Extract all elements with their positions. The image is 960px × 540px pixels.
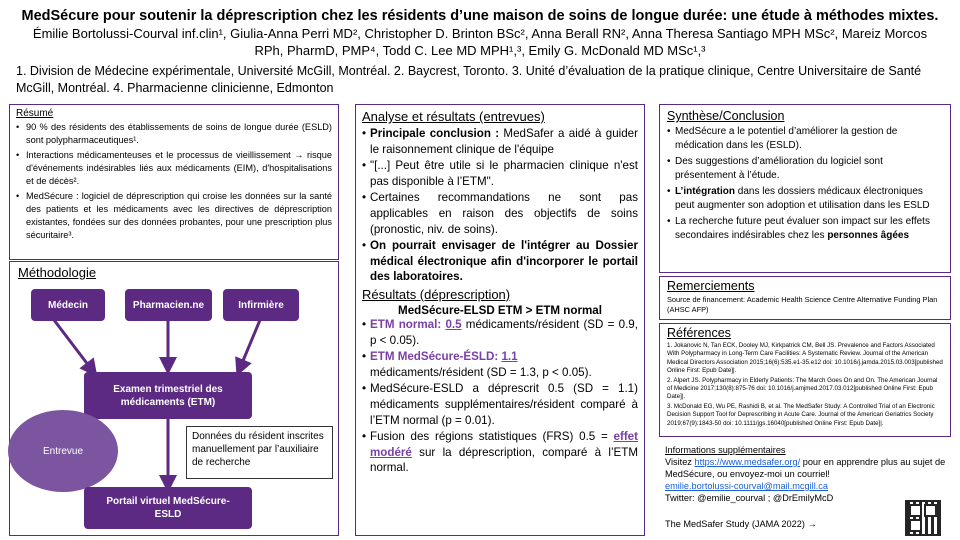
etm-label: ETM normal: — [370, 317, 442, 331]
analyse-panel — [355, 104, 645, 536]
synthese-heading: Synthèse/Conclusion — [667, 109, 785, 123]
synthese-list — [667, 125, 943, 242]
effet-modere: effet modéré — [370, 430, 638, 459]
frs-text-end: sur la déprescription, comparé à l’ETM normal. — [370, 445, 638, 475]
reference-item: 2. Alpert JS. Polypharmacy in Elderly Patients: The March Goes On and On. The American Journal of Medicine 2017;130(8):875-76 doi: 10.1016/j.amjmed.2017.03.012[published Online First: Epub Date]|. — [667, 376, 938, 401]
resultat-item — [362, 429, 638, 476]
medsafer-link[interactable]: https://www.medsafer.org/ — [694, 457, 801, 467]
remerciements-text: Source de financement: Academic Health Science Centre Alternative Funding Plan (AHSC AFP) — [667, 295, 938, 314]
email-link[interactable]: emilie.bortolussi-courval@mail.mcgill.ca — [665, 481, 829, 491]
frs-text: Fusion des régions statistiques (FRS) 0.5 = — [370, 430, 614, 444]
etm2-value: 1.1 — [501, 350, 518, 364]
synthese-panel — [659, 104, 951, 273]
analyse-item — [362, 126, 638, 157]
info-text: Visitez — [665, 457, 695, 467]
analyse-item — [362, 238, 638, 285]
pharmacien-box: Pharmacien.ne — [125, 289, 212, 321]
info-text: pour en apprendre plus au sujet de MedSécure, ou envoyez-moi un courriel! — [665, 457, 946, 479]
references-heading: Références — [667, 326, 731, 340]
info-visit — [665, 456, 950, 480]
remerciements-panel — [659, 276, 951, 320]
synthese-item — [667, 215, 943, 242]
resume-panel — [9, 104, 339, 260]
info-heading: Informations supplémentaires — [665, 445, 786, 455]
poster-title: MedSécure pour soutenir la déprescription chez les résidents d’une maison de soins de longue durée: une étude à méthodes mixtes. — [21, 8, 939, 24]
medecin-box: Médecin — [31, 289, 105, 321]
resultats-list — [362, 317, 638, 476]
resume-item: • Interactions médicamenteuses et le processus de vieillissement → risque d'événements indésirables liés aux médicaments (EIM), d'hospitalisations et de décès². — [16, 149, 332, 188]
etm-value: 0.5 — [445, 317, 462, 331]
analyse-list — [362, 126, 638, 285]
etm-rest: médicaments/résident (SD = 0.9, p < 0.05). — [370, 317, 638, 347]
infirmiere-box: Infirmière — [223, 289, 299, 321]
synthese-bold: L’intégration — [675, 186, 735, 197]
poster-header — [10, 8, 950, 59]
resultats-subheading: MedSécure-ELSD ETM > ETM normal — [398, 303, 602, 317]
synthese-item: • Des suggestions d’amélioration du logiciel sont présentement à l’étude. — [667, 155, 943, 182]
methodologie-panel — [9, 261, 339, 536]
resultat-item: • MedSécure-ESLD a déprescrit 0.5 (SD = 1.1) médicaments supplémentaires/résident comparé à l’ETM normal (p = 0.01). — [362, 381, 638, 428]
methodologie-heading: Méthodologie — [18, 265, 97, 280]
study-link[interactable]: The MedSafer Study (JAMA 2022) → — [665, 519, 817, 529]
reference-item: 1. Jokanovic N, Tan ECK, Dooley MJ, Kirkpatrick CM, Bell JS. Prevalence and Factors Associated With Polypharmacy in Long-Term Care Facilities: A Systematic Review. Journal of the American Medical Directors Association 2015;16(6):535.e1-35.e12 doi: 10.1016/j.jamda.2015.03.003[published Online First: Epub Date]|. — [667, 342, 943, 375]
synthese-text: La recherche future peut évaluer son impact sur les effets secondaires indésirables chez les — [675, 216, 930, 241]
analyse-item: • "[...] Peut être utile si le pharmacien clinique n'est pas disponible à l’ETM". — [362, 158, 638, 189]
references-panel — [659, 323, 951, 437]
resultat-item — [362, 349, 638, 380]
qr-code[interactable] — [905, 500, 941, 536]
etm2-rest: médicaments/résident (SD = 1.3, p < 0.05). — [370, 365, 592, 379]
resultats-heading: Résultats (déprescription) — [362, 286, 511, 302]
synthese-bold: personnes âgées — [827, 229, 910, 241]
entrevue-ellipse: Entrevue — [8, 410, 118, 492]
synthese-item: • MedSécure a le potentiel d’améliorer la gestion de médication dans les (ESLD). — [667, 125, 943, 152]
examen-box: Examen trimestriel des médicaments (ETM) — [84, 372, 252, 419]
resultat-item — [362, 317, 638, 348]
authors-line-2: RPh, PharmD, PMP⁴, Todd C. Lee MD MPH¹,³, Emily G. McDonald MD MSc¹,³ — [254, 43, 706, 58]
analyse-item-bold: On pourrait envisager de l'intégrer au Dossier médical électronique afin d'incorporer le portail des laboratoires. — [370, 239, 638, 284]
analyse-heading: Analyse et résultats (entrevues) — [362, 109, 545, 124]
portail-box: Portail virtuel MedSécure-ESLD — [84, 487, 252, 529]
resume-item: • MedSécure : logiciel de déprescription qui croise les données sur la santé des patients et les médicaments avec les directives de déprescription existantes, fondées sur des données probantes, pour une prescription plus sécuritaire³. — [16, 190, 332, 242]
resume-list — [16, 121, 332, 242]
resume-item: • 90 % des résidents des établissements de soins de longue durée (ESLD) sont polypharmaceutiques¹. — [16, 121, 332, 147]
donnees-note: Données du résident inscrites manuellement par l’auxiliaire de recherche — [186, 426, 333, 479]
authors-line-1: Émilie Bortolussi-Courval inf.clin¹, Giulia-Anna Perri MD², Christopher D. Brinton BSc², Anna Berall RN², Anna Theresa Santiago MPH MSc², Mareiz Morcos — [32, 26, 928, 41]
twitter-handles: Twitter: @emilie_courval ; @DrEmilyMcD — [665, 493, 834, 503]
synthese-item — [667, 185, 943, 212]
resume-heading: Résumé — [16, 108, 54, 119]
remerciements-heading: Remerciements — [667, 279, 755, 293]
reference-item: 3. McDonald EG, Wu PE, Rashidi B, et al. The MedSafer Study: A Controlled Trial of an Electronic Decision Support Tool for Deprescribing in Acute Care. Journal of the American Geriatrics Society 2019;67(9):1843-50 doi: 10.1111/jgs.16040[published Online First: Epub Date]|. — [667, 402, 935, 427]
affiliations: 1. Division de Médecine expérimentale, Université McGill, Montréal. 2. Baycrest, Toronto. 3. Unité d’évaluation de la pratique clinique, Centre Universitaire de Santé McGill, Montréal. 4. Pharmacienne clinicienne, Edmonton — [16, 64, 922, 95]
references-list — [667, 342, 943, 428]
analyse-item-bold: Principale conclusion : — [370, 127, 500, 140]
analyse-item-text: MedSafer a aidé à guider le raisonnement clinique de l'équipe — [370, 127, 638, 156]
etm2-label: ETM MedSécure-ÉSLD: — [370, 350, 499, 364]
synthese-text: dans les dossiers médicaux électroniques peut augmenter son adoption et utilisation dans les ESLD — [675, 186, 930, 211]
analyse-item: • Certaines recommandations ne sont pas applicables en raison des objectifs de soins (pronostic, niv. de soins). — [362, 190, 638, 237]
